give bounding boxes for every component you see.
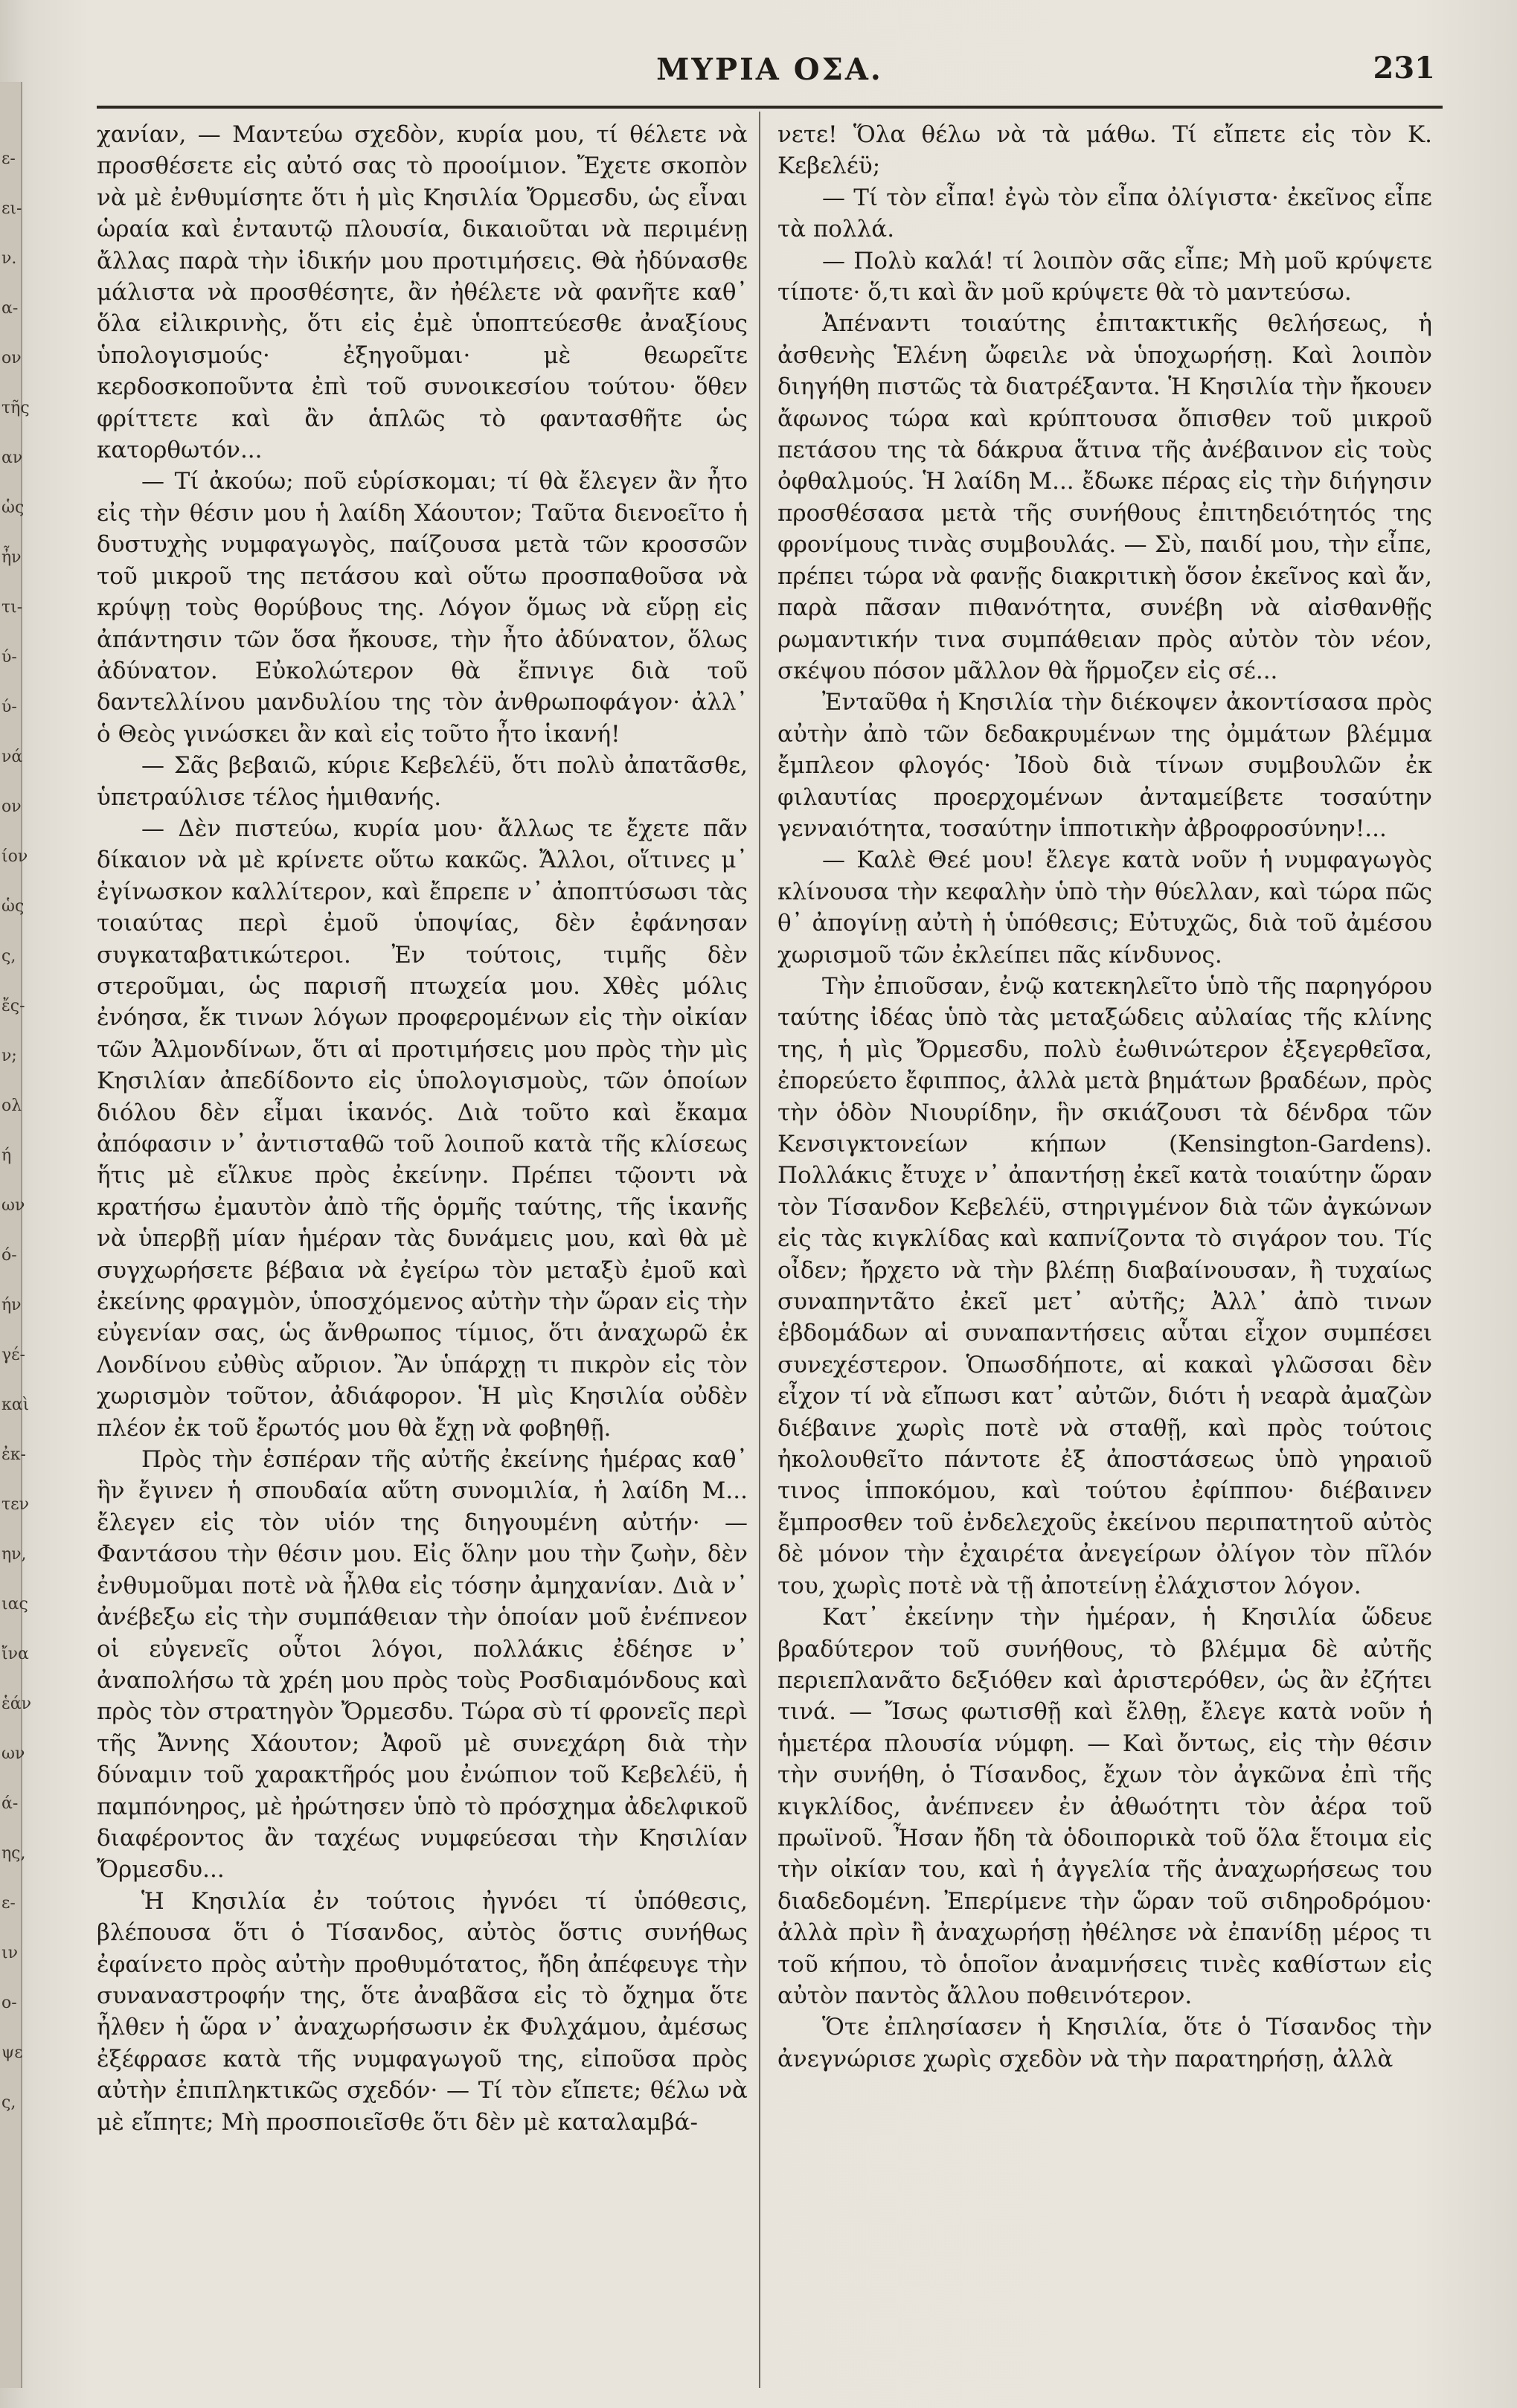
paragraph: Ὅτε ἐπλησίασεν ἡ Κησιλία, ὅτε ὁ Τίσανδος τὴν ἀνεγνώρισε χωρὶς σχεδὸν νὰ τὴν παρατηρήσῃ, ἀλλὰ — [777, 2014, 1432, 2073]
paragraph: Πρὸς τὴν ἑσπέραν τῆς αὐτῆς ἐκείνης ἡμέρας καθ᾽ ἣν ἔγινεν ἡ σπουδαία αὕτη συνομιλία, ἡ λαίδη Μ... ἔλεγεν εἰς τὸν υἱόν της διηγουμένη αὐτήν· — Φαντάσου τὴν θέσιν μου. Εἰς ὅλην μου τὴν ζωὴν, δὲν ἐνθυμοῦμαι ποτὲ νὰ ἦλθα εἰς τόσην ἀμηχανίαν. Διὰ ν᾽ ἀνέβεξω εἰς τὴν συμπάθειαν τὴν ὁποίαν μοῦ ἐνέπνεον οἱ εὐγενεῖς οὗτοι λόγοι, πολλάκις ἐδέησε ν᾽ ἀναπολήσω τὰ χρέη μου πρὸς τοὺς Ροσδιαμόνδους καὶ πρὸς τὸν στρατηγὸν Ὄρμεσδυ. Τώρα σὺ τί φρονεῖς περὶ τῆς Ἄννης Χάουτον; Ἀφοῦ μὲ συνεχάρη διὰ τὴν δύναμιν τοῦ χαρακτῆρός μου ἐνώπιον τοῦ Κεβελέϋ, ἡ παμπόνηρος, μὲ ἠρώτησεν ὑπὸ τὸ πρόσχημα ἀδελφικοῦ διαφέροντος ἂν ταχέως νυμφεύεσαι τὴν Κησιλίαν Ὄρμεσδυ... — [97, 1446, 748, 1884]
gutter-fragment: ν; — [1, 1047, 17, 1065]
paragraph: Τὴν ἐπιοῦσαν, ἐνῷ κατεκηλεῖτο ὑπὸ τῆς παρηγόρου ταύτης ἰδέας ὑπὸ τὰς μεταξώδεις αὐλαίας τῆς κλίνης της, ἡ μὶς Ὄρμεσδυ, πολὺ ἐωθινώτερον ἐξεγερθεῖσα, ἐπορεύετο ἔφιππος, ἀλλὰ μετὰ βημάτων βραδέων, πρὸς τὴν ὁδὸν Νιουρίδην, ἣν σκιάζουσι τὰ δένδρα τῶν Κενσιγκτονείων κήπων (Kensington-Gardens). Πολλάκις ἔτυχε ν᾽ ἀπαντήσῃ ἐκεῖ κατὰ τοιαύτην ὥραν τὸν Τίσανδον Κεβελέϋ, στηριγμένον διὰ τῶν ἀγκώνων εἰς τὰς κιγκλίδας καὶ καπνίζοντα τὸ σιγάρον του. Τίς οἶδεν; ἤρχετο νὰ τὴν βλέπῃ διαβαίνουσαν, ἢ τυχαίως συναπηντᾶτο ἐκεῖ μετ᾽ αὐτῆς; Ἀλλ᾽ ἀπὸ τινων ἑβδομάδων αἱ συναπαντήσεις αὗται εἶχον συμπέσει συνεχέστερον. Ὁπωσδήποτε, αἱ κακαὶ γλῶσσαι δὲν εἶχον τί νὰ εἴπωσι κατ᾽ αὐτῶν, διότι ἡ νεαρὰ ἀμαζὼν διέβαινε χωρὶς ποτὲ νὰ σταθῇ, καὶ πρὸς τούτοις ἠκολουθεῖτο πάντοτε ἐξ ἀποστάσεως ὑπὸ γηραιοῦ τινος ἱπποκόμου, καὶ τούτου ἐφίππου· διέβαινεν ἔμπροσθεν τοῦ ἐνδελεχοῦς ἐκείνου περιπατητοῦ αὐτὸς δὲ μόνον τὴν ἐχαιρέτα ἀνεγείρων ὀλίγον τὸν πῖλόν του, χωρὶς ποτὲ νὰ τῇ ἀποτείνῃ ἐλάχιστον λόγον. — [777, 972, 1432, 1599]
paragraph: — Τί τὸν εἶπα! ἐγὼ τὸν εἶπα ὀλίγιστα· ἐκεῖνος εἶπε τὰ πολλά. — [777, 184, 1432, 243]
gutter-fragment: ς, — [1, 947, 16, 966]
paragraph: Ἐνταῦθα ἡ Κησιλία τὴν διέκοψεν ἀκοντίσασα πρὸς αὐτὴν ἀπὸ τῶν δεδακρυμένων της ὀμμάτων βλέμμα ἔμπλεον φλογός· Ἰδοὺ διὰ τίνων συμβουλῶν ἐκ φιλαυτίας προερχομένων ἀνταμείβετε τοσαύτην γενναιότητα, τοσαύτην ἱπποτικὴν ἀβροφροσύνην!... — [777, 689, 1432, 842]
gutter-fragment: γέ- — [1, 1346, 25, 1364]
gutter-fragment: καὶ — [1, 1396, 30, 1414]
gutter-fragment: ίον — [1, 847, 28, 866]
page-number: 231 — [1373, 51, 1435, 86]
gutter-fragment: ύ- — [1, 698, 17, 716]
gutter-fragment: ήν — [1, 1296, 22, 1314]
paragraph: Ἀπέναντι τοιαύτης ἐπιτακτικῆς θελήσεως, ἡ ἀσθενὴς Ἑλένη ὤφειλε νὰ ὑποχωρήσῃ. Καὶ λοιπὸν διηγήθη πιστῶς τὰ διατρέξαντα. Ἡ Κησιλία τὴν ἤκουεν ἄφωνος τώρα καὶ κρύπτουσα ὄπισθεν τοῦ μικροῦ πετάσου της τὰ δάκρυα ἅτινα τῆς ἀνέβαινον εἰς τοὺς ὀφθαλμούς. Ἡ λαίδη Μ... ἔδωκε πέρας εἰς τὴν διήγησιν προσθέσασα μετὰ τῆς συνήθους ἐπιτηδειότητός της φρονίμους τινὰς συμβουλάς. — Σὺ, παιδί μου, τὴν εἶπε, πρέπει τώρα νὰ φανῇς διακριτικὴ ὅσον ἐκεῖνος καὶ ἄν, παρὰ πᾶσαν πιθανότητα, συνέβη νὰ αἰσθανθῇς ρωμαντικήν τινα συμπάθειαν πρὸς αὐτὸν τὸν νέον, σκέψου πόσον μᾶλλον θὰ ἥρμοζεν εἰς σέ... — [777, 310, 1432, 684]
gutter-fragment: τι- — [1, 598, 23, 617]
gutter-fragment: ὡς — [1, 897, 25, 916]
paragraph: Ἡ Κησιλία ἐν τούτοις ἠγνόει τί ὑπόθεσις, βλέπουσα ὅτι ὁ Τίσανδος, αὐτὸς ὅστις συνήθως ἐφαίνετο πρὸς αὐτὴν προθυμότατος, ἤδη ἀπέφευγε τὴν συναναστροφήν της, ὅτε ἀναβᾶσα εἰς τὸ ὄχημα ὅτε ἦλθεν ἡ ὥρα ν᾽ ἀναχωρήσωσιν ἐκ Φυλχάμου, ἀμέσως ἐξέφρασε κατὰ τῆς νυμφαγωγοῦ της, εἰποῦσα πρὸς αὐτὴν ἐπιπληκτικῶς σχεδόν· — Τί τὸν εἴπετε; θέλω νὰ μὲ εἴπητε; Μὴ προσποιεῖσθε ὅτι δὲν μὲ καταλαμβά- — [97, 1887, 748, 2136]
gutter-fragment: ς, — [1, 2093, 16, 2112]
right-column — [777, 119, 1432, 2075]
running-header — [97, 45, 1443, 97]
gutter-fragment: ύ- — [1, 648, 17, 667]
gutter-fragment: ψε — [1, 2043, 23, 2062]
gutter-fragment: ἴνα — [1, 1645, 29, 1663]
column-divider — [759, 112, 760, 2388]
gutter-fragment: ιν — [1, 1944, 18, 1962]
gutter-fragment: ά- — [1, 1794, 19, 1813]
paragraph: — Καλὲ Θεέ μου! ἔλεγε κατὰ νοῦν ἡ νυμφαγωγὸς κλίνουσα τὴν κεφαλὴν ὑπὸ τὴν θύελλαν, καὶ τώρα πῶς θ᾽ ἀπογίνῃ αὐτὴ ἡ ὑπόθεσις; Εὐτυχῶς, διὰ τοῦ ἀμέσου χωρισμοῦ τῶν ἐκλείπει πᾶς κίνδυνος. — [777, 847, 1432, 969]
paragraph: — Τί ἀκούω; ποῦ εὑρίσκομαι; τί θὰ ἔλεγεν ἂν ἦτο εἰς τὴν θέσιν μου ἡ λαίδη Χάουτον; Ταῦτα διενοεῖτο ἡ δυστυχὴς νυμφαγωγὸς, παίζουσα μετὰ τῶν κροσσῶν τοῦ μικροῦ της πετάσου καὶ οὕτω προσπαθοῦσα νὰ κρύψῃ τοὺς θορύβους της. Λόγον ὅμως νὰ εὕρῃ εἰς ἀπάντησιν τῶν ὅσα ἤκουσε, τὴν ἦτο ἀδύνατον, ὅλως ἀδύνατον. Εὐκολώτερον θὰ ἔπνιγε διὰ τοῦ δαντελλίνου μανδυλίου της τὸν ἀνθρωποφάγον· ἀλλ᾽ ὁ Θεὸς γινώσκει ἂν καὶ εἰς τοῦτο ἦτο ἱκανή! — [97, 468, 748, 748]
gutter-fragment: ων — [1, 1196, 25, 1215]
gutter-fragment: ἐκ- — [1, 1445, 26, 1464]
header-rule — [97, 106, 1443, 109]
paragraph: νετε! Ὅλα θέλω νὰ τὰ μάθω. Τί εἴπετε εἰς τὸν Κ. Κεβελέϋ; — [777, 121, 1432, 180]
gutter-fragment: ό- — [1, 1246, 17, 1265]
gutter-fragment: ή — [1, 1146, 12, 1165]
paragraph: — Πολὺ καλά! τί λοιπὸν σᾶς εἶπε; Μὴ μοῦ κρύψετε τίποτε· ὅ,τι καὶ ἂν μοῦ κρύψετε θὰ τὸ μαντεύσω. — [777, 247, 1432, 306]
gutter-fragment: ει- — [1, 199, 22, 218]
paragraph: Κατ᾽ ἐκείνην τὴν ἡμέραν, ἡ Κησιλία ὥδευε βραδύτερον τοῦ συνήθους, τὸ βλέμμα δὲ αὐτῆς περιεπλανᾶτο δεξιόθεν καὶ ἀριστερόθεν, ὡς ἂν ἐζήτει τινά. — Ἴσως φωτισθῇ καὶ ἔλθῃ, ἔλεγε κατὰ νοῦν ἡ ἡμετέρα πλουσία νύμφη. — Καὶ ὄντως, εἰς τὴν θέσιν τὴν συνήθη, ὁ Τίσανδος, ἔχων τὸν ἀγκῶνα ἐπὶ τῆς κιγκλίδος, ἀνέπνεεν ἐν ἀθωότητι τὸν ἀέρα τοῦ πρωϊνοῦ. Ἦσαν ἤδη τὰ ὁδοιπορικὰ τοῦ ὅλα ἕτοιμα εἰς τὴν οἰκίαν του, καὶ ἡ ἀγγελία τῆς ἀναχωρήσεως του διαδεδομένη. Ἐπερίμενε τὴν ὥραν τοῦ σιδηροδρόμου· ἀλλὰ πρὶν ἢ ἀναχωρήσῃ ἠθέλησε νὰ ἐπανίδῃ μέρος τι τοῦ κήπου, τὸ ὁποῖον ἀναμνήσεις τινὲς καθίστων εἰς αὐτὸν παντὸς ἄλλου ποθεινότερον. — [777, 1604, 1432, 2009]
running-title: ΜΥΡΙΑ ΟΣΑ. — [656, 52, 883, 87]
gutter-fragment: νά — [1, 748, 23, 766]
gutter-fragment: ἑάν — [1, 1695, 32, 1713]
left-column — [97, 119, 748, 2138]
gutter-fragment: τῆς — [1, 399, 30, 417]
gutter-fragment: ο- — [1, 1994, 17, 2012]
gutter-fragment: ε- — [1, 150, 16, 168]
paragraph: χανίαν, — Μαντεύω σχεδὸν, κυρία μου, τί θέλετε νὰ προσθέσετε εἰς αὐτό σας τὸ προοίμιον. Ἔχετε σκοπὸν νὰ μὲ ἐνθυμίσητε ὅτι ἡ μὶς Κησιλία Ὄρμεσδυ, ὡς εἶναι ὡραία καὶ ἐνταυτῷ πλουσία, δικαιοῦται νὰ περιμένῃ ἄλλας παρὰ τὴν ἰδικήν μου προτιμήσεις. Θὰ ἠδύνασθε μάλιστα νὰ προσθέσητε, ἂν ἠθέλετε νὰ φανῆτε καθ᾽ ὅλα εἰλικρινὴς, ὅτι εἰς ἐμὲ ὑποπτεύεσθε ἀναξίους ὑπολογισμούς· ἐξηγοῦμαι· μὲ θεωρεῖτε κερδοσκοποῦντα ἐπὶ τοῦ συνοικεσίου τούτου· ὅθεν φρίττετε καὶ ἂν ἁπλῶς τὸ φαντασθῆτε ὡς κατορθωτόν... — [97, 121, 748, 464]
gutter-fragment: αν — [1, 449, 23, 467]
gutter-fragment: ὡς — [1, 498, 25, 517]
gutter-fragment: ολ — [1, 1097, 22, 1115]
paragraph: — Σᾶς βεβαιῶ, κύριε Κεβελέϋ, ὅτι πολὺ ἀπατᾶσθε, ὑπετραύλισε τέλος ἡμιθανής. — [97, 752, 748, 811]
gutter-fragment: ἔς- — [1, 997, 25, 1015]
gutter-fragment: ον — [1, 797, 22, 816]
gutter-fragment: ης, — [1, 1844, 26, 1863]
gutter-fragment: ε- — [1, 1894, 16, 1913]
gutter-fragment: ων — [1, 1744, 25, 1763]
gutter-fragment: ιας — [1, 1595, 28, 1614]
gutter-fragment: ην, — [1, 1545, 27, 1564]
gutter-fragment: ον — [1, 349, 22, 367]
paragraph: — Δὲν πιστεύω, κυρία μου· ἄλλως τε ἔχετε πᾶν δίκαιον νὰ μὲ κρίνετε οὕτω κακῶς. Ἄλλοι, οἵτινες μ᾽ ἐγίνωσκον καλλίτερον, καὶ ἔπρεπε ν᾽ ἀποπτύσωσι τὰς τοιαύτας περὶ ἐμοῦ ὑποψίας, δὲν ἐφάνησαν συγκαταβατικώτεροι. Ἐν τούτοις, τιμῆς δὲν στεροῦμαι, ὡς παρισῆ πτωχεία μου. Χθὲς μόλις ἐνόησα, ἔκ τινων λόγων προφερομένων εἰς τὴν οἰκίαν τῶν Ἀλμονδίνων, ὅτι αἱ προτιμήσεις μου πρὸς τὴν μὶς Κησιλίαν ἀπεδίδοντο εἰς ὑπολογισμοὺς, τῶν ὁποίων διόλου δὲν εἶμαι ἱκανός. Διὰ τοῦτο καὶ ἔκαμα ἀπόφασιν ν᾽ ἀντισταθῶ τοῦ λοιποῦ κατὰ τῆς κλίσεως ἥτις μὲ εἵλκυε πρὸς ἐκείνην. Πρέπει τῷοντι νὰ κρατήσω ἐμαυτὸν ἀπὸ τῆς ὁρμῆς ταύτης, τῆς ἱκανῆς νὰ ὑπερβῇ μίαν ἡμέραν τὰς δυνάμεις μου, καὶ θὰ μὲ συγχωρήσετε βέβαια νὰ ἐγείρω τὸν μεταξὺ ἐμοῦ καὶ ἐκείνης φραγμὸν, ὑποσχόμενος αὐτὴν τὴν ὥραν εἰς τὴν εὐγενίαν σας, ὡς ἄνθρωπος τίμιος, ὅτι ἀναχωρῶ ἐκ Λονδίνου εὐθὺς αὔριον. Ἂν ὑπάρχῃ τι πικρὸν εἰς τὸν χωρισμὸν τοῦτον, ἀδιάφορον. Ἡ μὶς Κησιλία οὐδὲν πλέον ἐκ τοῦ ἔρωτός μου θὰ ἔχῃ νὰ φοβηθῇ. — [97, 815, 748, 1442]
gutter-fragment: ἦν — [1, 548, 22, 567]
gutter-fragment: τεν — [1, 1495, 29, 1514]
gutter-fragment: α- — [1, 299, 19, 318]
previous-page-fragments — [1, 134, 32, 2380]
gutter-fragment: ν. — [1, 249, 17, 268]
